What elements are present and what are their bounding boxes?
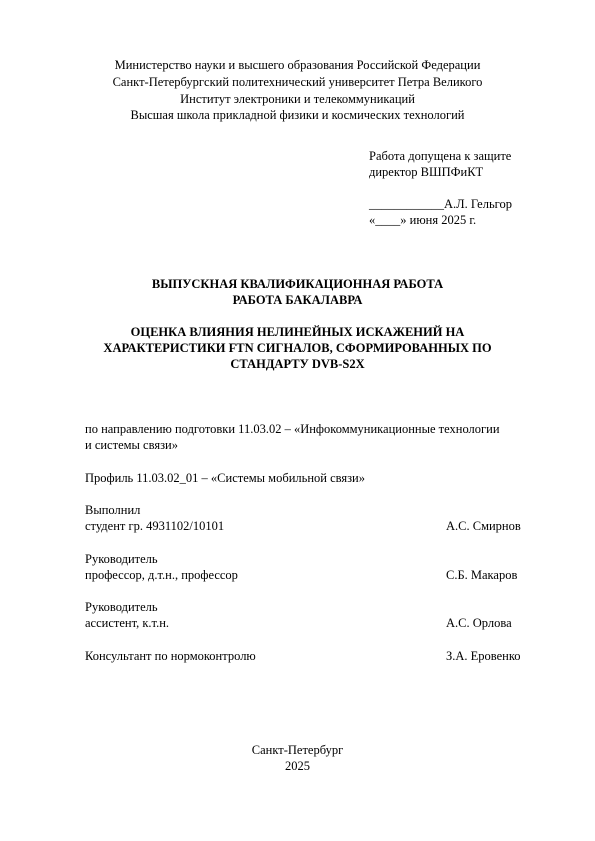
topic-line-2: ХАРАКТЕРИСТИКИ FTN СИГНАЛОВ, СФОРМИРОВАННЫХ ПО <box>103 341 492 355</box>
direction-line-1: по направлению подготовки 11.03.02 – «Инфокоммуникационные технологии <box>85 422 500 436</box>
student-group: студент гр. 4931102/10101 <box>85 519 225 533</box>
co-supervisor-name: А.С. Орлова <box>446 616 512 630</box>
topic-line-1: ОЦЕНКА ВЛИЯНИЯ НЕЛИНЕЙНЫХ ИСКАЖЕНИЙ НА <box>130 325 465 339</box>
approval-signature: ____________А.Л. Гельгор <box>369 197 512 211</box>
ministry-name: Министерство науки и высшего образования Российской Федерации <box>114 58 481 72</box>
approval-date: «____» июня 2025 г. <box>369 213 477 227</box>
approval-director: директор ВШПФиКТ <box>369 165 484 179</box>
institute-name: Институт электроники и телекоммуникаций <box>180 92 415 106</box>
university-name: Санкт-Петербургский политехнический университет Петра Великого <box>112 75 483 89</box>
role-co-supervisor: Руководитель <box>85 600 158 614</box>
work-level: РАБОТА БАКАЛАВРА <box>232 293 363 307</box>
norm-consultant-name: З.А. Еровенко <box>446 649 521 663</box>
direction-line-2: и системы связи» <box>85 438 178 452</box>
student-name: А.С. Смирнов <box>446 519 521 533</box>
work-type: ВЫПУСКНАЯ КВАЛИФИКАЦИОННАЯ РАБОТА <box>151 277 444 291</box>
city: Санкт-Петербург <box>251 743 344 757</box>
profile: Профиль 11.03.02_01 – «Системы мобильной связи» <box>85 471 365 485</box>
supervisor-name: С.Б. Макаров <box>446 568 518 582</box>
year: 2025 <box>285 759 310 773</box>
supervisor-title: профессор, д.т.н., профессор <box>85 568 238 582</box>
role-student: Выполнил <box>85 503 141 517</box>
co-supervisor-title: ассистент, к.т.н. <box>85 616 170 630</box>
role-norm-consultant: Консультант по нормоконтролю <box>85 649 256 663</box>
role-supervisor: Руководитель <box>85 552 158 566</box>
topic-line-3: СТАНДАРТУ DVB-S2X <box>230 357 365 371</box>
approval-line: Работа допущена к защите <box>369 149 512 163</box>
school-name: Высшая школа прикладной физики и космических технологий <box>130 108 465 122</box>
